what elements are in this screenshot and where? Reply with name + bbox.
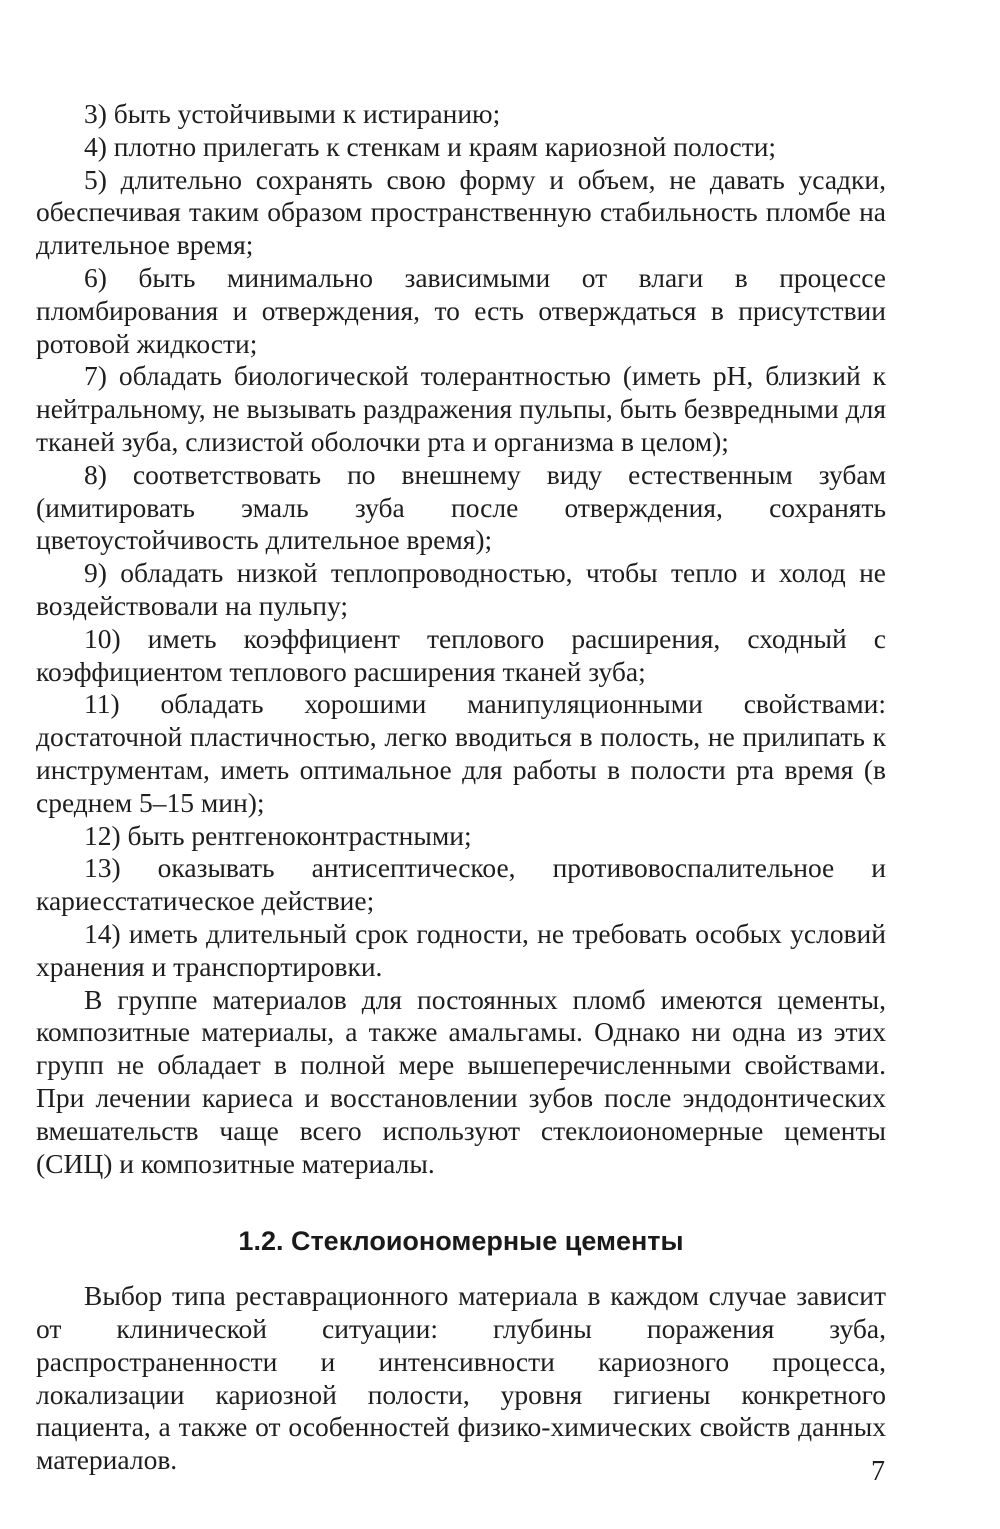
summary-paragraph: В группе материалов для постоянных пломб имеются цементы, композитные материалы, а также амальгамы. Однако ни одна из этих групп не обладает в полной мере вышеперечисленными свойствами. При лечении кариеса и восстановлении зубов после эндодонтических вмешательств чаще всего используют стеклоиономерные цементы (СИЦ) и композитные материалы. [36,983,886,1179]
list-item: 12) быть рентгеноконтрастными; [84,819,472,851]
list-item: 11) обладать хорошими манипуляционными свойствами: достаточной пластичностью, легко вводиться в полость, не прилипать к инструментам, иметь оптимальное для работы в полости рта время (в среднем 5–15 мин); [36,688,886,818]
list-item: 9) обладать низкой теплопроводностью, чтобы тепло и холод не воздействовали на пульпу; [36,557,886,621]
list-item: 3) быть устойчивыми к истиранию; [84,98,501,129]
list-item: 5) длительно сохранять свою форму и объем, не давать усадки, обеспечивая таким образом пространственную стабильность пломбе на длительное время; [36,163,886,261]
page-number: 7 [871,1456,885,1487]
page-body [36,98,886,1477]
list-item: 7) обладать биологической толерантностью (иметь pH, близкий к нейтральному, не вызывать раздражения пульпы, быть безвредными для тканей зуба, слизистой оболочки рта и организма в целом); [36,360,886,457]
list-item: 10) иметь коэффициент теплового расширения, сходный с коэффициентом теплового расширения тканей зуба; [36,622,886,687]
list-item: 8) соответствовать по внешнему виду естественным зубам (имитировать эмаль зуба после отверждения, сохранять цветоустойчивость длительное время); [36,458,886,556]
list-item: 4) плотно прилегать к стенкам и краям кариозной полости; [84,130,777,162]
list-item: 13) оказывать антисептическое, противовоспалительное и кариесстатическое действие; [36,852,886,917]
list-item: 6) быть минимально зависимыми от влаги в процессе пломбирования и отверждения, то есть отверждаться в присутствии ротовой жидкости; [36,261,886,359]
section-heading: 1.2. Стеклоиономерные цементы [238,1226,684,1257]
list-item: 14) иметь длительный срок годности, не требовать особых условий хранения и транспортировки. [36,917,886,982]
section-paragraph: Выбор типа реставрационного материала в каждом случае зависит от клинической ситуации: глубины поражения зуба, распространенности и интенсивности кариозного процесса, локализации кариозной полости, уровня гигиены конкретного пациента, а также от особенностей физико-химических свойств данных материалов. [36,1280,886,1476]
